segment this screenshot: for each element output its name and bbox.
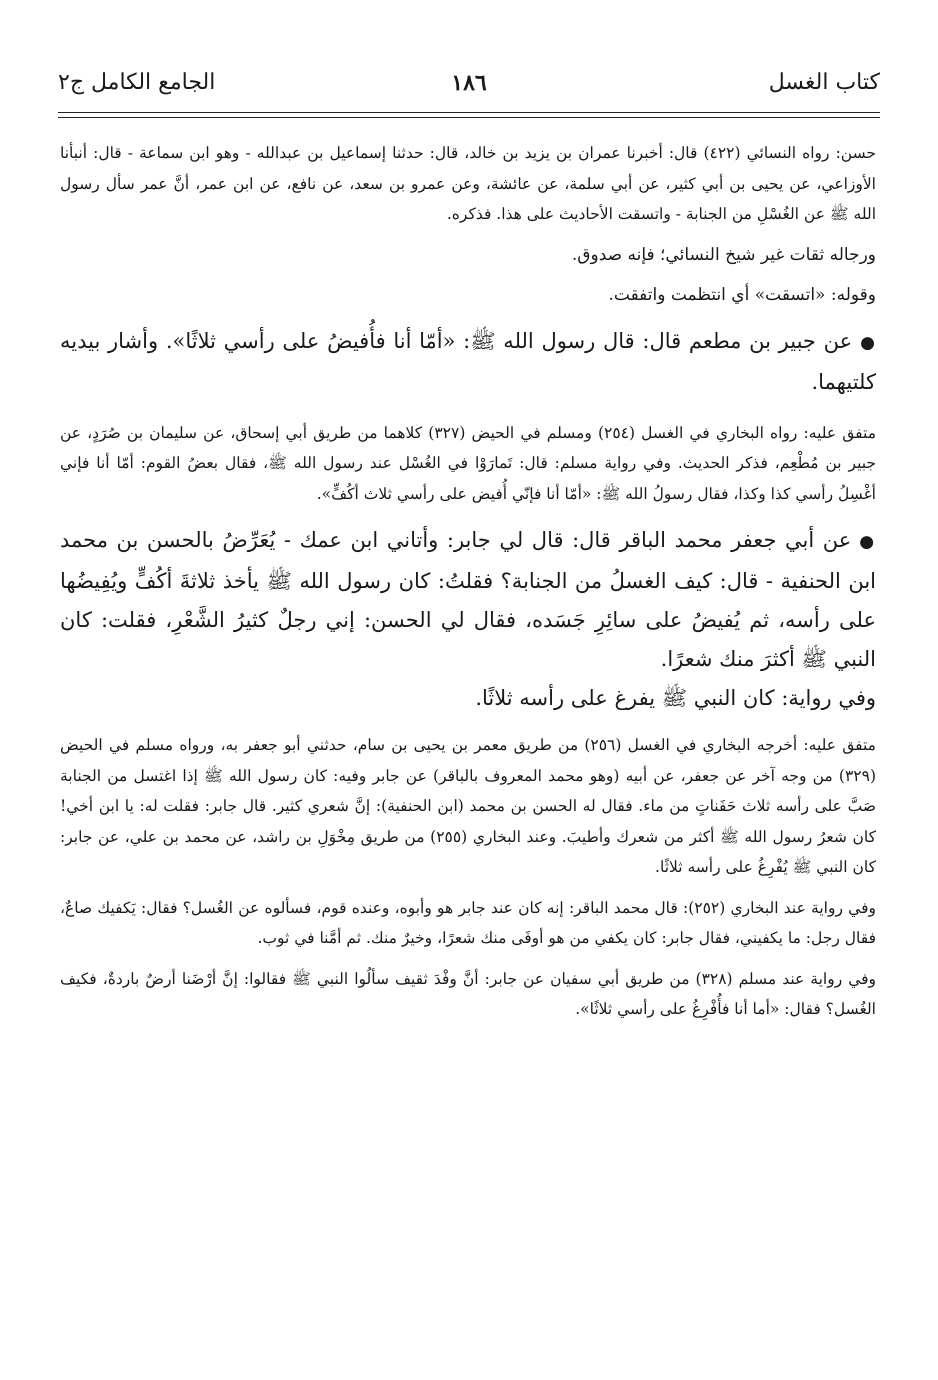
hadith-abu-jafar-variant: وفي رواية: كان النبي ﷺ يفرغ على رأسه ثلاثًا. bbox=[475, 686, 876, 710]
page-body bbox=[60, 138, 876, 1025]
bullet-icon: ● bbox=[859, 532, 876, 552]
takhrij-paragraph-1: حسن: رواه النسائي (٤٢٢) قال: أخبرنا عمران بن يزيد بن خالد، قال: حدثنا إسماعيل بن عبدالله - وهو ابن سماعة - قال: أنبأنا الأوزاعي، عن يحيى بن أبي كثير، عن أبي سلمة، عن عائشة، وعن عمرو بن سعد، عن نافع، عن ابن عمر، أنَّ عمر سأل رسول الله ﷺ عن الغُسْلِ من الجنابة - واتسقت الأحاديث على هذا. فذكره. bbox=[60, 144, 876, 223]
page-number: ١٨٦ bbox=[451, 70, 487, 96]
header-rule-bottom bbox=[58, 117, 880, 118]
book-title: الجامع الكامل ج٢ bbox=[58, 70, 216, 95]
takhrij-paragraph-4: وفي رواية عند البخاري (٢٥٢): قال محمد الباقر: إنه كان عند جابر هو وأبوه، وعنده قوم، فسألوه عن الغُسل؟ فقال: يَكفيك صاعٌ، فقال رجل: ما يكفيني، فقال جابر: كان يكفي من هو أوفَى منك شعرًا، وخيرٌ منك. ثم أمَّنا في ثوب. bbox=[60, 898, 876, 947]
page-header bbox=[58, 70, 880, 110]
takhrij-paragraph-2: متفق عليه: رواه البخاري في الغسل (٢٥٤) ومسلم في الحيض (٣٢٧) كلاهما من طريق أبي إسحاق، عن سليمان بن صُرَدٍ، عن جبير بن مُطْعِم، فذكر الحديث. وفي رواية مسلم: قال: تَمارَوْا في الغُسْل عند رسول الله ﷺ، فقال بعضُ القوم: أمّا أنا فإني أغْسِلُ رأسي كذا وكذا، فقال رسولُ الله ﷺ: «أمّا أنا فإنّي أُفيض على رأسي ثلاث أكُفٍّ». bbox=[60, 423, 877, 503]
hadith-jubayr bbox=[60, 322, 876, 402]
hadith-abu-jafar bbox=[60, 521, 876, 679]
takhrij-paragraph-3: متفق عليه: أخرجه البخاري في الغسل (٢٥٦) من طريق معمر بن يحيى بن سام، حدثني أبو جعفر به، ورواه مسلم في الحيض (٣٢٩) من وجه آخر عن جعفر، عن أبيه (وهو محمد المعروف بالباقر) عن جابر وفيه: كان رسول الله ﷺ إذا اغتسل من الجنابة صَبَّ على رأسه ثلاث حَفَناتٍ من ماء. فقال له الحسن بن محمد (ابن الحنفية): إنَّ شعري كثير. قال جابر: فقلت له: يا ابن أخي! كان شعرُ رسول الله ﷺ أكثر من شعرك وأطيبَ. وعند البخاري (٢٥٥) من طريق مِخْوَلِ بن راشد، عن محمد بن علي، عن جابر: كان النبي ﷺ يُفْرِغُ على رأسه ثلاثًا. bbox=[60, 736, 877, 876]
note-definition: وقوله: «اتسقت» أي انتظمت واتفقت. bbox=[608, 284, 876, 305]
bullet-icon: ● bbox=[860, 332, 876, 353]
chapter-title: كتاب الغسل bbox=[768, 70, 880, 95]
header-rule-top bbox=[58, 112, 880, 113]
note-narrators: ورجاله ثقات غير شيخ النسائي؛ فإنه صدوق. bbox=[571, 244, 876, 265]
takhrij-paragraph-5: وفي رواية عند مسلم (٣٢٨) من طريق أبي سفيان عن جابر: أنَّ وفْدَ ثقيف سألُوا النبي ﷺ فقالوا: إنَّ أرْضَنا أرضٌ باردةٌ، فكيف الغُسل؟ فقال: «أما أنا فأُفْرِغُ على رأسي ثلاثًا». bbox=[60, 969, 877, 1018]
hadith-abu-jafar-text: عن أبي جعفر محمد الباقر قال: قال لي جابر: وأتاني ابن عمك - يُعَرِّضُ بالحسن بن محمد ابن الحنفية - قال: كيف الغسلُ من الجنابة؟ فقلتُ: كان رسول الله ﷺ يأخذ ثلاثةَ أكُفٍّ ويُفِيضُها على رأسه، ثم يُفيضُ على سائِرِ جَسَده، فقال لي الحسن: إني رجلٌ كثيرُ الشَّعْرِ، فقلت: كان النبي ﷺ أكثرَ منك شعرًا. bbox=[60, 528, 876, 671]
hadith-jubayr-text: عن جبير بن مطعم قال: قال رسول الله ﷺ: «أمّا أنا فأُفيضُ على رأسي ثلاثًا». وأشار بيديه كلتيهما. bbox=[60, 328, 876, 394]
